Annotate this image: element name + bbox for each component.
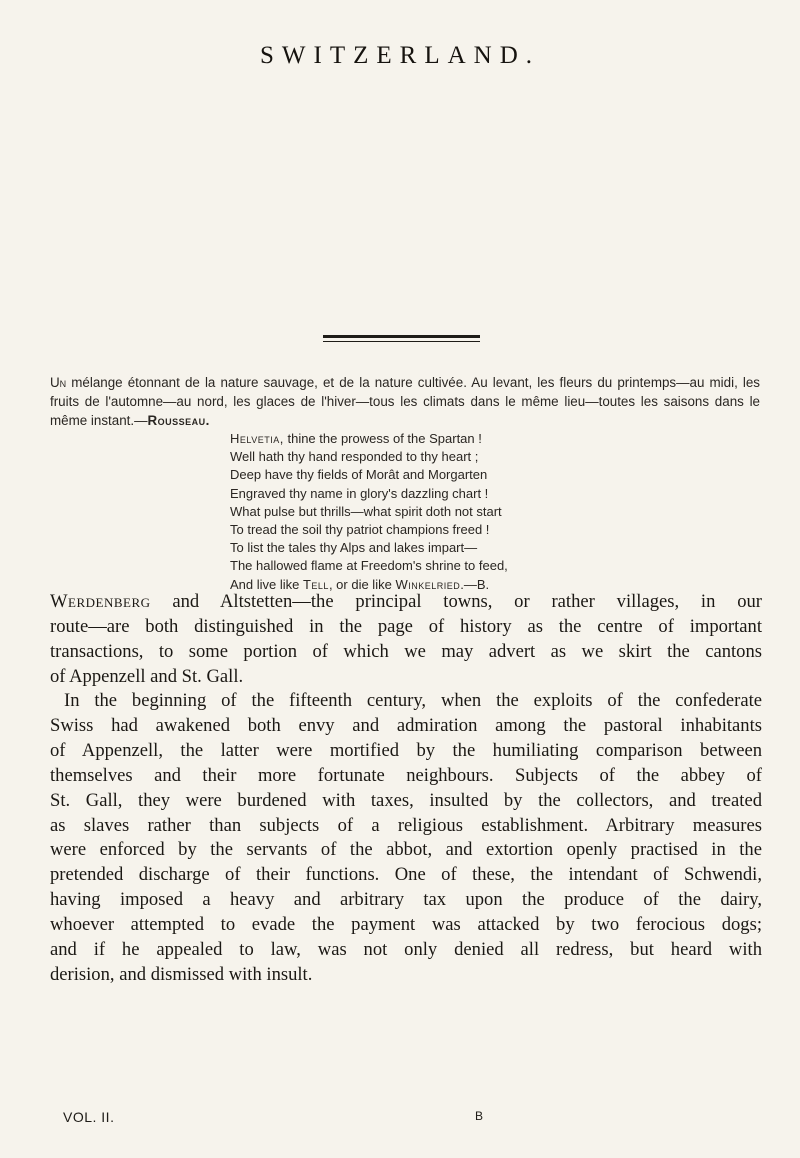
- text-line: of Appenzell, the latter were mortified by the humiliating comparison between: [50, 740, 762, 762]
- poem-line: To list the tales thy Alps and lakes impart—: [230, 540, 478, 556]
- text-line: whoever attempted to evade the payment was attacked by two ferocious dogs;: [50, 913, 762, 935]
- poem-line: The hallowed flame at Freedom's shrine to feed,: [230, 558, 508, 574]
- text-line: were enforced by the servants of the abbot, and extortion openly practised in the: [50, 839, 762, 861]
- text-line: Swiss had awakened both envy and admiration among the pastoral inhabitants: [50, 715, 762, 737]
- poem-line: Engraved thy name in glory's dazzling chart !: [230, 485, 489, 501]
- poem-line: What pulse but thrills—what spirit doth not start: [230, 503, 502, 519]
- poem-line: Deep have thy fields of Morât and Morgarten: [230, 467, 488, 483]
- poem-line: Well hath thy hand responded to thy heart ;: [230, 449, 479, 465]
- title-rule-thin: [323, 341, 480, 342]
- paragraph-lead-word: Werdenberg: [50, 591, 151, 612]
- text-line-content: and Altstetten—the principal towns, or rather villages, in our: [150, 591, 762, 612]
- poem-signature: .—B.: [460, 576, 490, 592]
- text-line: route—are both distinguished in the page of history as the centre of important: [50, 615, 762, 637]
- poem-name-winkelried: Winkelried: [395, 576, 461, 592]
- page-title: SWITZERLAND.: [260, 42, 540, 69]
- text-line: themselves and their more fortunate neighbours. Subjects of the abbey of: [50, 764, 762, 786]
- paragraph-1: [50, 590, 762, 689]
- main-text: [50, 590, 762, 988]
- text-line: of Appenzell and St. Gall.: [50, 665, 244, 687]
- text-line: having imposed a heavy and arbitrary tax upon the produce of the dairy,: [50, 889, 762, 911]
- french-epigraph: [50, 373, 760, 430]
- poem-line: To tread the soil thy patriot champions freed !: [230, 522, 490, 538]
- poem-line-text: , or die like: [328, 576, 396, 592]
- poem-stanza: [230, 430, 750, 594]
- poem-line-text: thine the prowess of the Spartan !: [283, 431, 482, 446]
- volume-label: VOL. II.: [63, 1109, 115, 1125]
- text-line: [50, 590, 762, 615]
- poem-line: [230, 430, 750, 448]
- epigraph-author: Rousseau.: [147, 413, 210, 428]
- text-line: as slaves rather than subjects of a religious establishment. Arbitrary measures: [50, 814, 762, 836]
- epigraph-lead: Un: [50, 375, 67, 390]
- text-line: and if he appealed to law, was not only denied all redress, but heard with: [50, 938, 762, 960]
- text-line: derision, and dismissed with insult.: [50, 963, 313, 985]
- signature-mark: B: [475, 1109, 484, 1123]
- text-line: St. Gall, they were burdened with taxes, insulted by the collectors, and treated: [50, 789, 762, 811]
- poem-lead-word: Helvetia,: [230, 431, 284, 446]
- poem-name-tell: Tell: [302, 576, 329, 592]
- paragraph-2: [50, 689, 762, 987]
- epigraph-text: mélange étonnant de la nature sauvage, et de la nature cultivée. Au levant, les fleurs du printemps—au midi, les fruits de l'automne—au nord, les glaces de l'hiver—tous les climats dans le même lieu—toutes les saisons dans le même instant.—: [50, 375, 760, 428]
- text-line: In the beginning of the fifteenth century, when the exploits of the confederate: [64, 690, 762, 712]
- text-line: pretended discharge of their functions. One of these, the intendant of Schwendi,: [50, 864, 762, 886]
- title-rule-thick: [323, 335, 480, 338]
- text-line: transactions, to some portion of which we may advert as we skirt the cantons: [50, 640, 762, 662]
- poem-line-text: And live like: [230, 576, 303, 592]
